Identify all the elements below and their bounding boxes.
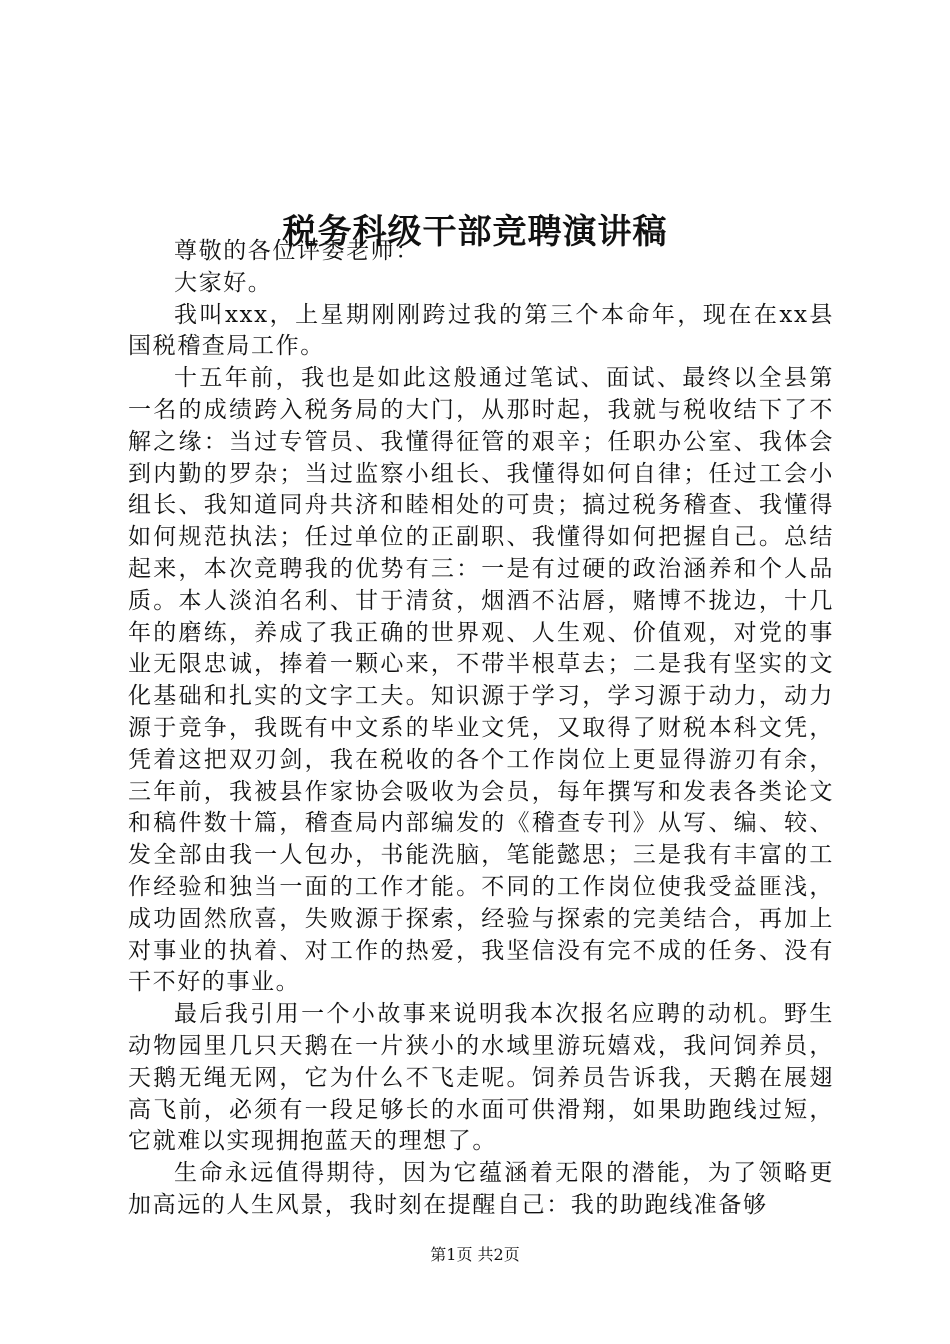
greeting-paragraph: 大家好。 — [174, 269, 273, 296]
document-body — [128, 236, 834, 1222]
experience-paragraph: 十五年前，我也是如此这般通过笔试、面试、最终以全县第一名的成绩跨入税务局的大门，从那时起，我就与税收结下了不解之缘：当过专管员、我懂得征管的艰辛；任职办公室、我体会到内勤的罗杂；当过监察小组长、我懂得如何自律；任过工会小组长、我知道同舟共济和睦相处的可贵；搞过税务稽查、我懂得如何规范执法；任过单位的正副职、我懂得如何把握自己。总结起来，本次竞聘我的优势有三：一是有过硬的政治涵养和个人品质。本人淡泊名利、甘于清贫，烟酒不沾唇，赌博不拢边，十几年的磨练，养成了我正确的世界观、人生观、价值观，对党的事业无限忠诚，捧着一颗心来，不带半根草去；二是我有坚实的文化基础和扎实的文字工夫。知识源于学习，学习源于动力，动力源于竞争，我既有中文系的毕业文凭，又取得了财税本科文凭，凭着这把双刃剑，我在税收的各个工作岗位上更显得游刃有余，三年前，我被县作家协会吸收为会员，每年撰写和发表各类论文和稿件数十篇，稽查局内部编发的《稽查专刊》从写、编、较、发全部由我一人包办，书能洗脑，笔能懿思；三是我有丰富的工作经验和独当一面的工作才能。不同的工作岗位使我受益匪浅，成功固然欣喜，失败源于探索，经验与探索的完美结合，再加上对事业的执着、对工作的热爱，我坚信没有完不成的任务、没有干不好的事业。 — [128, 365, 834, 996]
page-number-footer: 第1页 共2页 — [430, 1245, 520, 1264]
closing-paragraph: 生命永远值得期待，因为它蕴涵着无限的潜能，为了领略更加高远的人生风景，我时刻在提醒自己：我的助跑线准备够 — [128, 1160, 834, 1218]
story-paragraph: 最后我引用一个小故事来说明我本次报名应聘的动机。野生动物园里几只天鹅在一片狭小的水域里游玩嬉戏，我问饲养员，天鹅无绳无网，它为什么不飞走呢。饲养员告诉我，天鹅在展翅高飞前，必须有一段足够长的水面可供滑翔，如果助跑线过短，它就难以实现拥抱蓝天的理想了。 — [128, 1001, 834, 1155]
document-title: 税务科级干部竞聘演讲稿 — [282, 211, 668, 252]
introduction-paragraph: 我叫xxx，上星期刚刚跨过我的第三个本命年，现在在xx县国税稽查局工作。 — [128, 301, 834, 360]
salutation-paragraph: 尊敬的各位评委老师： — [174, 238, 420, 264]
